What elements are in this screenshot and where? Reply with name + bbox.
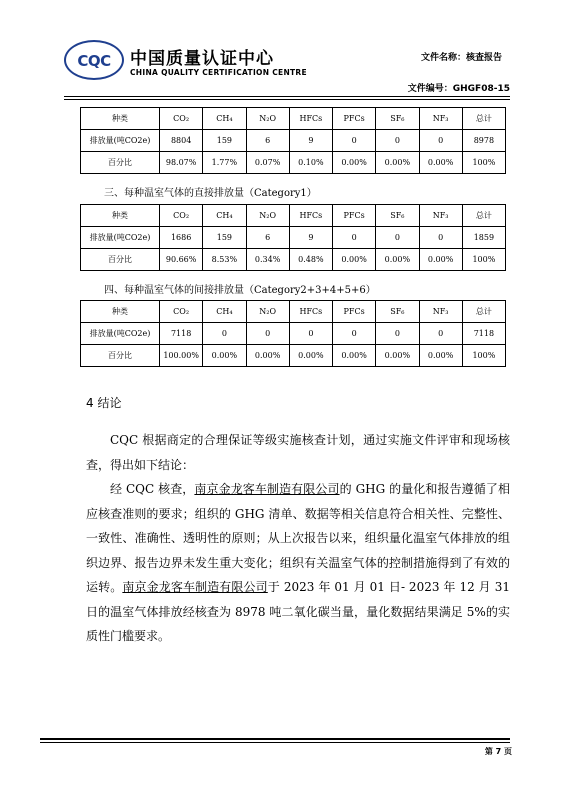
table-cell: 100% [462, 249, 505, 271]
table-cell: 0.07% [246, 152, 289, 174]
table-cell: 1686 [160, 227, 203, 249]
table-total-emissions [80, 107, 506, 174]
cqc-logo: CQC [64, 40, 124, 80]
table-cell: 0 [203, 323, 246, 345]
table-cell: 7118 [160, 323, 203, 345]
table-cell: 0.00% [333, 152, 376, 174]
table-cell: 8.53% [203, 249, 246, 271]
table-cell: 159 [203, 130, 246, 152]
header-rule [64, 96, 510, 97]
table-cell: 排放量(吨CO2e) [81, 130, 160, 152]
table-cell: 种类 [81, 301, 160, 323]
table-row [81, 249, 506, 271]
table-cell: 百分比 [81, 152, 160, 174]
table-cell: 0.00% [246, 345, 289, 367]
table-cell: CH₄ [203, 108, 246, 130]
table-indirect-emissions [80, 300, 506, 367]
table-cell: 6 [246, 130, 289, 152]
table-cell: 0 [419, 323, 462, 345]
table-cell: 0.48% [289, 249, 332, 271]
table-cell: 8978 [462, 130, 505, 152]
table-cell: 100% [462, 152, 505, 174]
section-title-direct: 三、每种温室气体的直接排放量（Category1） [104, 188, 317, 199]
table-cell: 0 [376, 227, 419, 249]
org-name-cn: 中国质量认证中心 [130, 49, 274, 69]
table-cell: 0.10% [289, 152, 332, 174]
table-row [81, 227, 506, 249]
table-cell: CH₄ [203, 301, 246, 323]
table-cell: 0.00% [203, 345, 246, 367]
table-cell: 0 [333, 130, 376, 152]
table-cell: 0 [333, 227, 376, 249]
table-header-row [81, 205, 506, 227]
table-cell: 1859 [462, 227, 505, 249]
table-cell: 0.00% [376, 249, 419, 271]
table-cell: 0.00% [376, 345, 419, 367]
table-cell: 98.07% [160, 152, 203, 174]
table-cell: 种类 [81, 205, 160, 227]
table-cell: 总计 [462, 301, 505, 323]
table-cell: 0 [333, 323, 376, 345]
table-cell: 7118 [462, 323, 505, 345]
conclusion-para-2: 经 CQC 核查，南京金龙客车制造有限公司的 GHG 的量化和报告遵循了相应核查准则的要求；组织的 GHG 清单、数据等相关信息符合相关性、完整性、一致性、准确性、透明性的原则；从上次报告以来，组织量化温室气体排放的组织边界、报告边界未发生重大变化；组织有关温室气体的控制措施得到了有效的运转。南京金龙客车制造有限公司于 2023 年 01 月 01 日- 2023 年 12 月 31 日的温室气体排放经核查为 8978 吨二氧化碳当量，量化数据结果满足 5%的实质性门槛要求。 [86, 482, 510, 643]
table-cell: PFCs [333, 205, 376, 227]
company-name: 南京金龙客车制造有限公司 [122, 580, 268, 594]
table-cell: 0.00% [333, 249, 376, 271]
table-row [81, 130, 506, 152]
table-cell: 1.77% [203, 152, 246, 174]
table-cell: 0.00% [333, 345, 376, 367]
table-cell: HFCs [289, 301, 332, 323]
table-cell: 排放量(吨CO2e) [81, 323, 160, 345]
table-cell: CO₂ [160, 301, 203, 323]
table-cell: N₂O [246, 205, 289, 227]
table-cell: 种类 [81, 108, 160, 130]
table-cell: 0 [376, 130, 419, 152]
table-cell: NF₃ [419, 301, 462, 323]
table-cell: 159 [203, 227, 246, 249]
conclusion-para-1: CQC 根据商定的合理保证等级实施核查计划，通过实施文件评审和现场核查，得出如下结论： [86, 433, 510, 472]
table-cell: 90.66% [160, 249, 203, 271]
document-header [64, 36, 510, 94]
table-cell: 9 [289, 130, 332, 152]
table-cell: 0.00% [419, 249, 462, 271]
section-title-indirect: 四、每种温室气体的间接排放量（Category2+3+4+5+6） [104, 285, 376, 296]
page-number: 第 7 页 [484, 747, 512, 756]
table-cell: PFCs [333, 301, 376, 323]
table-cell: 0.00% [419, 345, 462, 367]
table-direct-emissions [80, 204, 506, 271]
table-cell: 总计 [462, 205, 505, 227]
table-header-row [81, 108, 506, 130]
table-header-row [81, 301, 506, 323]
table-row [81, 323, 506, 345]
table-cell: CO₂ [160, 205, 203, 227]
table-cell: 100% [462, 345, 505, 367]
table-cell: 0 [419, 130, 462, 152]
table-cell: 百分比 [81, 249, 160, 271]
org-name-en: CHINA QUALITY CERTIFICATION CENTRE [130, 68, 307, 77]
table-cell: CH₄ [203, 205, 246, 227]
table-cell: CO₂ [160, 108, 203, 130]
doc-number: 文件编号：GHGF08-15 [407, 84, 510, 94]
table-cell: 6 [246, 227, 289, 249]
table-cell: HFCs [289, 205, 332, 227]
table-cell: 0.00% [419, 152, 462, 174]
table-cell: HFCs [289, 108, 332, 130]
footer-rule-thin [40, 742, 510, 743]
doc-name: 文件名称：核查报告 [420, 53, 502, 63]
table-cell: 0.00% [289, 345, 332, 367]
table-cell: 排放量(吨CO2e) [81, 227, 160, 249]
table-cell: 百分比 [81, 345, 160, 367]
section-heading-conclusion: 4 结论 [86, 396, 122, 410]
table-cell: 0.34% [246, 249, 289, 271]
table-cell: PFCs [333, 108, 376, 130]
table-cell: NF₃ [419, 108, 462, 130]
table-cell: 100.00% [160, 345, 203, 367]
table-cell: SF₆ [376, 108, 419, 130]
table-cell: 8804 [160, 130, 203, 152]
table-row [81, 345, 506, 367]
table-cell: 0.00% [376, 152, 419, 174]
table-cell: 0 [289, 323, 332, 345]
table-cell: SF₆ [376, 301, 419, 323]
table-cell: N₂O [246, 301, 289, 323]
table-cell: N₂O [246, 108, 289, 130]
table-cell: SF₆ [376, 205, 419, 227]
table-cell: 总计 [462, 108, 505, 130]
table-row [81, 152, 506, 174]
table-cell: 0 [246, 323, 289, 345]
table-cell: 0 [419, 227, 462, 249]
table-cell: 0 [376, 323, 419, 345]
table-cell: 9 [289, 227, 332, 249]
header-rule-thin [64, 99, 510, 100]
footer-rule [40, 738, 510, 740]
table-cell: NF₃ [419, 205, 462, 227]
company-name: 南京金龙客车制造有限公司 [194, 482, 340, 496]
